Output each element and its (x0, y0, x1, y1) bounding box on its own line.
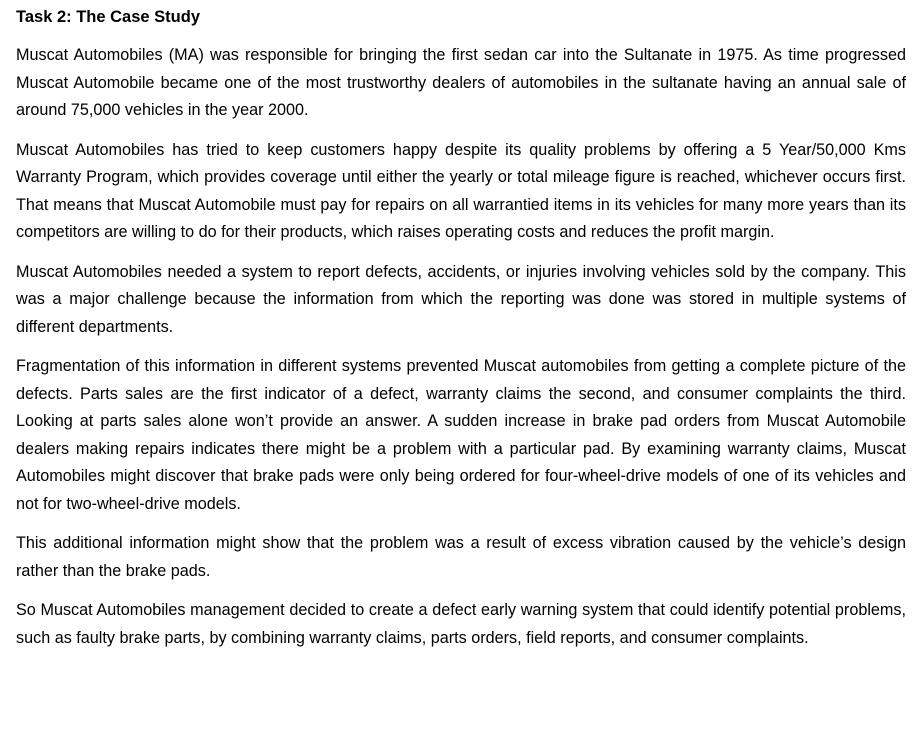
document-title: Task 2: The Case Study (16, 8, 201, 26)
paragraph-additional-information: This additional information might show that the problem was a result of excess vibration caused by the vehicle’s design rather than the brake pads. (16, 534, 906, 580)
paragraph-fragmentation: Fragmentation of this information in different systems prevented Muscat automobiles from getting a complete picture of the defects. Parts sales are the first indicator of a defect, warranty claims the second, and consumer complaints the third. Looking at parts sales alone won’t provide an answer. A sudden increase in brake pad orders from Muscat Automobile dealers making repairs indicates there might be a problem with a particular pad. By examining warranty claims, Muscat Automobiles might discover that brake pads were only being ordered for four-wheel-drive models of one of its vehicles and not for two-wheel-drive models. (16, 357, 906, 513)
paragraph-early-warning-system: So Muscat Automobiles management decided to create a defect early warning system that could identify potential problems, such as faulty brake parts, by combining warranty claims, parts orders, field reports, and consumer complaints. (16, 601, 906, 647)
paragraph-introduction: Muscat Automobiles (MA) was responsible for bringing the first sedan car into the Sultanate in 1975. As time progressed Muscat Automobile became one of the most trustworthy dealers of automobiles in the sultanate having an annual sale of around 75,000 vehicles in the year 2000. (16, 46, 906, 119)
paragraph-warranty-program: Muscat Automobiles has tried to keep customers happy despite its quality problems by offering a 5 Year/50,000 Kms Warranty Program, which provides coverage until either the yearly or total mileage figure is reached, whichever occurs first. That means that Muscat Automobile must pay for repairs on all warrantied items in its vehicles for many more years than its competitors are willing to do for their products, which raises operating costs and reduces the profit margin. (16, 140, 906, 241)
paragraph-reporting-need: Muscat Automobiles needed a system to report defects, accidents, or injuries involving vehicles sold by the company. This was a major challenge because the information from which the reporting was done was stored in multiple systems of different departments. (16, 262, 906, 336)
